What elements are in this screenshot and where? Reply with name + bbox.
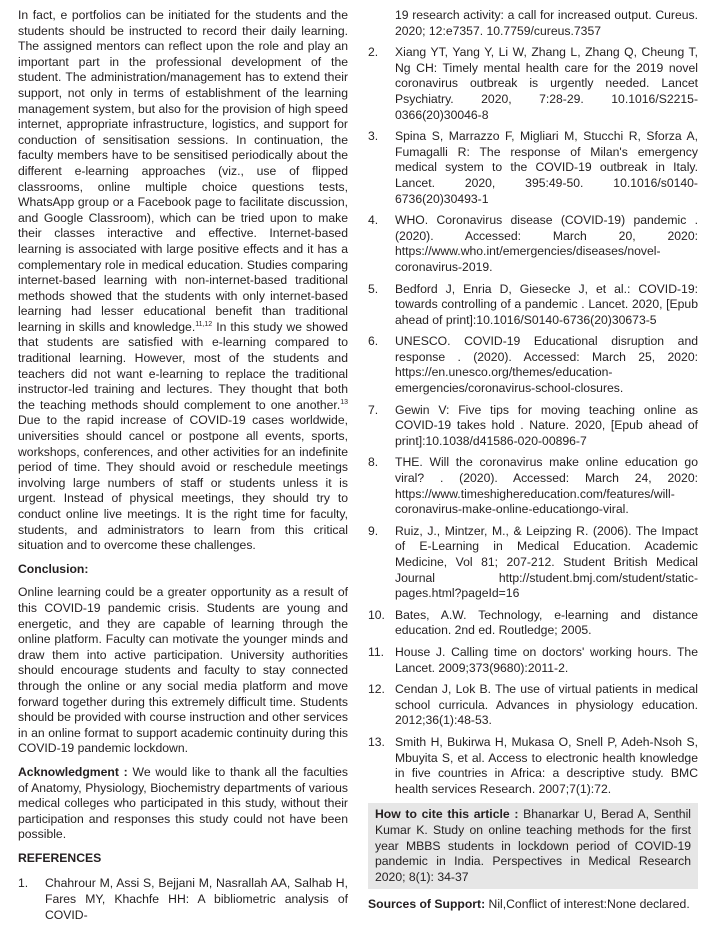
reference-number: 8. — [368, 455, 379, 470]
reference-item — [368, 129, 698, 207]
reference-item — [368, 334, 698, 396]
reference-number: 5. — [368, 281, 379, 296]
reference-number: 3. — [368, 129, 379, 144]
reference-item — [368, 524, 698, 602]
reference-text: Xiang YT, Yang Y, Li W, Zhang L, Zhang Q, Cheung T, Ng CH: Timely mental health care for the 2019 novel coronavirus outbreak is urgently needed. Lancet Psychiatry. 2020, 7:28-29. 10.1016/S2215-0366(20)30046-8 — [395, 45, 698, 122]
reference-item — [368, 645, 698, 676]
paragraph-text: In this study we showed that students are satisfied with e-learning compared to traditional learning. However, most of the students and teachers did not want e-learning to replace the traditional instructor-led training and lectures. They thought that both the teaching methods should complement to one another. — [18, 319, 348, 412]
reference-text: Cendan J, Lok B. The use of virtual patients in medical school curricula. Advances in physiology education. 2012;36(1):48-53. — [395, 682, 698, 728]
reference-text: Ruiz, J., Mintzer, M., & Leipzing R. (2006). The Impact of E-Learning in Medical Education. Academic Medicine, Vol 81; 207-212. Student British Medical Journal http://student.bmj.com/student/static-pages.html?pageId=16 — [395, 523, 698, 601]
left-column — [18, 8, 348, 929]
reference-number: 6. — [368, 334, 379, 349]
body-paragraph — [18, 8, 348, 554]
reference-item — [368, 403, 698, 450]
reference-text: House J. Calling time on doctors' working hours. The Lancet. 2009;373(9680):2011-2. — [395, 644, 698, 675]
reference-number: 2. — [368, 45, 379, 60]
reference-text: Chahrour M, Assi S, Bejjani M, Nasrallah AA, Salhab H, Fares MY, Khachfe HH: A bibliometric analysis of COVID- — [45, 876, 348, 922]
acknowledgment-text: We would like to thank all the faculties of Anatomy, Physiology, Biochemistry departments of various medical colleges who participated in this study, without their participation and responses this study could not have been possible. — [18, 764, 349, 842]
reference-item — [368, 608, 698, 639]
reference-number: 13. — [368, 734, 385, 749]
reference-number: 12. — [368, 682, 385, 697]
reference-item — [368, 45, 698, 123]
citation-superscript: 13 — [340, 398, 348, 406]
reference-continuation — [368, 8, 698, 39]
reference-number: 10. — [368, 607, 385, 622]
reference-item — [368, 455, 698, 517]
reference-text: Gewin V: Five tips for moving teaching online as COVID-19 takes hold . Nature. 2020, [Epub ahead of print]:10.1038/d41586-020-00896-7 — [395, 402, 698, 448]
reference-item — [368, 735, 698, 797]
reference-text: 19 research activity: a call for increased output. Cureus. 2020; 12:e7357. 10.7759/cureus.7357 — [395, 8, 698, 38]
right-column — [368, 8, 698, 913]
reference-number: 7. — [368, 402, 379, 417]
support-heading: Sources of Support: — [368, 897, 486, 912]
reference-text: Spina S, Marrazzo F, Migliari M, Stucchi R, Sforza A, Fumagalli R: The response of Milan's emergency medical system to the COVID-19 outbreak in Italy. Lancet. 2020, 395:49-50. 10.1016/s0140-6736(20)30493-1 — [395, 129, 698, 206]
reference-item — [18, 876, 348, 923]
reference-item — [368, 682, 698, 729]
reference-text: THE. Will the coronavirus make online education go viral? . (2020). Accessed: March 24, 2020: https://www.timeshighereducation.com/features/will-coronavirus-make-online-educationgo-viral. — [395, 455, 698, 517]
reference-item — [368, 213, 698, 275]
citation-box — [368, 803, 698, 889]
reference-number: 4. — [368, 213, 379, 228]
reference-number: 11. — [368, 644, 385, 659]
reference-text: UNESCO. COVID-19 Educational disruption and response . (2020). Accessed: March 25, 2020: https://en.unesco.org/themes/education-emergencies/coronavirus-school-closures. — [395, 334, 698, 396]
paragraph-text: Due to the rapid increase of COVID-19 cases worldwide, universities should cancel or postpone all events, sports, workshops, conferences, and other activities for an indefinite period of time. They should avoid or reschedule meetings involving large numbers of staff or students unless it is urgent. Instead of physical meetings, they should try to conduct online live meetings. It is the right time for faculty, students, and administrators to learn from this critical situation and to overcome these challenges. — [18, 413, 348, 553]
reference-text: Bates, A.W. Technology, e-learning and distance education. 2nd ed. Routledge; 2005. — [395, 607, 698, 638]
how-to-cite — [375, 807, 691, 885]
reference-text: Bedford J, Enria D, Giesecke J, et al.: COVID-19: towards controlling of a pandemic . Lancet. 2020, [Epub ahead of print]:10.1016/S0140-6736(20)30673-5 — [395, 281, 698, 327]
paragraph-text: In fact, e portfolios can be initiated for the students and the students should be instructed to record their daily learning. The assigned mentors can reflect upon the role and play an important part in the professional development of the student. The administration/management has to extend their support, not only in terms of establishment of the learning management system, but also for the provision of high speed internet, appropriate infrastructure, logistics, and support for conduction of sensitisation sessions. In continuation, the faculty members have to be sensitised periodically about the different e-learning approaches (viz., use of flipped classrooms, online multiple choice questions tests, WhatsApp group or a Facebook page to facilitate discussion, and Google Classroom), which can be tried upon to make their classes interactive and effective. Internet-based learning is associated with large positive effects and it has a complementary role in medical education. Studies comparing internet-based learning with non-internet-based traditional methods showed that the students with only internet-based learning had lesser educational benefit than traditional learning in skills and knowledge. — [18, 8, 348, 334]
reference-number: 1. — [18, 876, 29, 891]
support-text: Nil,Conflict of interest:None declared. — [485, 897, 690, 912]
conclusion-heading: Conclusion: — [18, 561, 89, 576]
citation-superscript: 11,12 — [195, 320, 213, 328]
acknowledgment-paragraph — [18, 765, 348, 843]
sources-of-support — [368, 897, 698, 913]
cite-text: Bhanarkar U, Berad A, Senthil Kumar K. Study on online teaching methods for the first year MBBS students in lockdown period of COVID-19 pandemic in India. Perspectives in Medical Research 2020; 8(1): 34-37 — [375, 807, 691, 884]
acknowledgment-heading: Acknowledgment : — [18, 764, 128, 779]
conclusion-paragraph: Online learning could be a greater opportunity as a result of this COVID-19 pandemic crisis. Students are young and energetic, and they are capable of learning through the online platform. Faculty can motivate the younger minds and draw them into active participation. University authorities should encourage students and faculty to stay connected through the online or any social media platform and move forward together during this extremely difficult time. Students should be provided with course instruction and other services in an online format to support academic continuity during this COVID-19 pandemic lockdown. — [18, 585, 348, 756]
reference-item — [368, 282, 698, 329]
cite-heading: How to cite this article : — [375, 807, 519, 822]
reference-text: WHO. Coronavirus disease (COVID-19) pandemic . (2020). Accessed: March 20, 2020: https://www.who.int/emergencies/diseases/novel-coronavirus-2019. — [395, 213, 698, 274]
reference-list — [368, 45, 698, 797]
references-heading: REFERENCES — [18, 850, 102, 865]
reference-number: 9. — [368, 523, 379, 538]
reference-text: Smith H, Bukirwa H, Mukasa O, Snell P, Adeh-Nsoh S, Mbuyita S, et al. Access to electronic health knowledge in five countries in Africa: a descriptive study. BMC health services Research. 2007;7(1):72. — [395, 734, 698, 796]
